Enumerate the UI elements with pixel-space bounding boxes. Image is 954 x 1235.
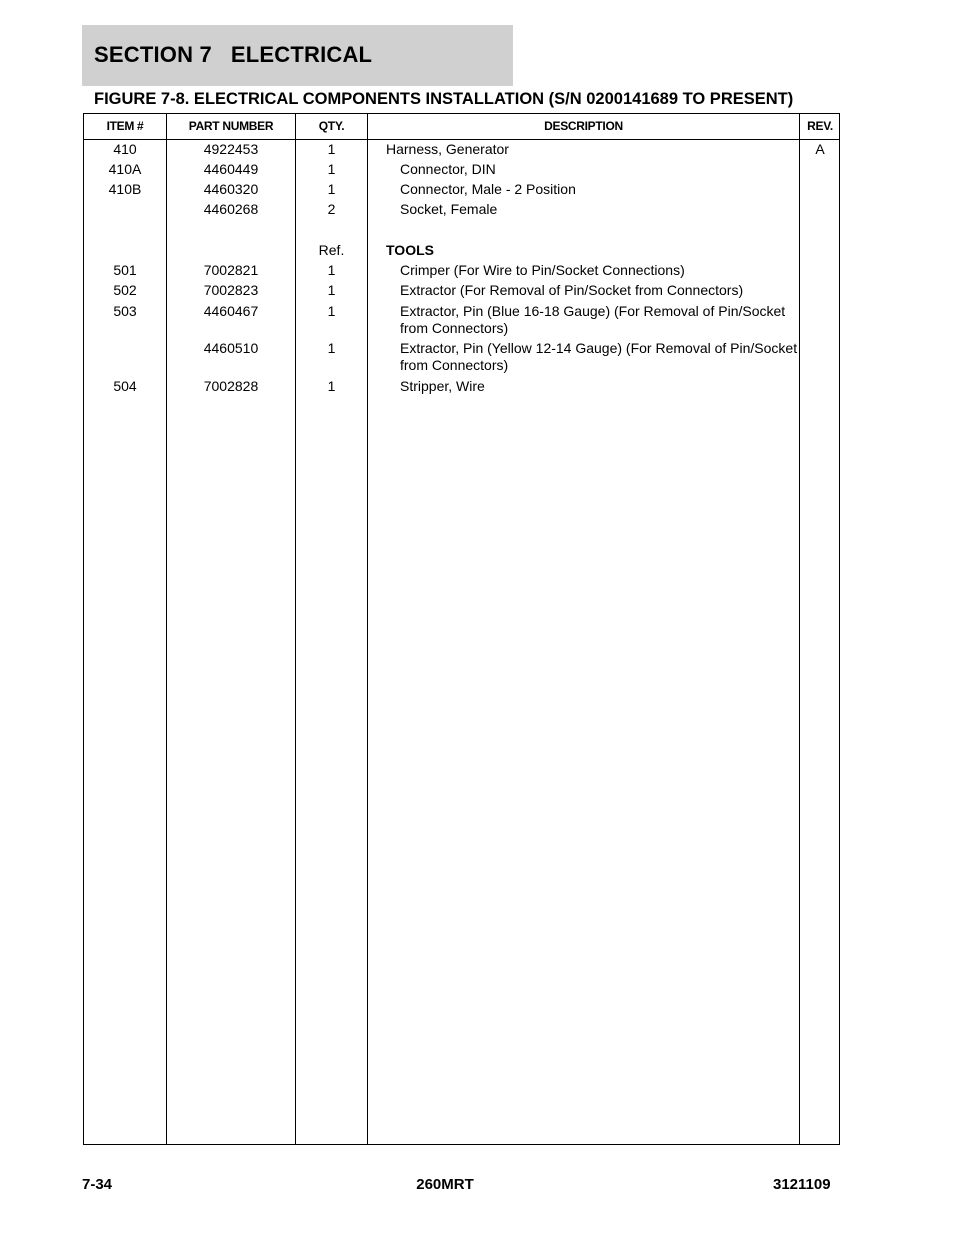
row-item-number: 502 [113, 282, 137, 298]
row-quantity: 1 [327, 161, 336, 177]
row-quantity: 1 [327, 262, 336, 278]
row-description: Connector, Male - 2 Position [400, 181, 576, 197]
row-item-number: 410B [108, 181, 142, 197]
row-description: Extractor, Pin (Blue 16-18 Gauge) (For Removal of Pin/Socket from Connectors) [400, 303, 786, 336]
figure-title: FIGURE 7-8. ELECTRICAL COMPONENTS INSTALLATION (S/N 0200141689 TO PRESENT) [94, 90, 794, 108]
row-description: Crimper (For Wire to Pin/Socket Connections) [400, 262, 685, 278]
parts-table [83, 113, 840, 1145]
row-part-number: 4460268 [203, 201, 259, 217]
row-description: TOOLS [386, 242, 434, 258]
document-number: 3121109 [773, 1176, 831, 1193]
row-revision: A [815, 141, 825, 157]
row-description: Extractor, Pin (Yellow 12-14 Gauge) (For Removal of Pin/Socket from Connectors) [400, 340, 798, 373]
header-qty: QTY. [318, 119, 345, 133]
header-item: ITEM # [106, 119, 144, 133]
page-number: 7-34 [82, 1176, 113, 1193]
header-description: DESCRIPTION [544, 119, 623, 133]
column-divider [367, 114, 368, 1144]
row-quantity: 1 [327, 141, 336, 157]
header-rev: REV. [807, 119, 833, 133]
row-description: Connector, DIN [400, 161, 496, 177]
row-description: Extractor (For Removal of Pin/Socket from Connectors) [400, 282, 744, 298]
row-description: Socket, Female [400, 201, 498, 217]
row-quantity: Ref. [318, 242, 345, 258]
row-item-number: 410A [108, 161, 142, 177]
row-quantity: 1 [327, 340, 336, 356]
header-divider [84, 139, 839, 140]
row-description: Harness, Generator [386, 141, 509, 157]
row-item-number: 503 [113, 303, 137, 319]
row-part-number: 4922453 [203, 141, 259, 157]
row-quantity: 1 [327, 378, 336, 394]
row-quantity: 1 [327, 303, 336, 319]
row-quantity: 1 [327, 181, 336, 197]
row-part-number: 7002828 [203, 378, 259, 394]
row-part-number: 4460510 [203, 340, 259, 356]
section-title: SECTION 7 ELECTRICAL [94, 42, 373, 67]
model-name: 260MRT [416, 1176, 474, 1193]
row-description: Stripper, Wire [400, 378, 485, 394]
row-part-number: 4460449 [203, 161, 259, 177]
row-item-number: 501 [113, 262, 137, 278]
row-part-number: 4460320 [203, 181, 259, 197]
row-quantity: 2 [327, 201, 336, 217]
row-part-number: 7002823 [203, 282, 259, 298]
row-quantity: 1 [327, 282, 336, 298]
row-part-number: 7002821 [203, 262, 259, 278]
row-item-number: 504 [113, 378, 137, 394]
row-part-number: 4460467 [203, 303, 259, 319]
section-banner [82, 25, 513, 86]
row-item-number: 410 [113, 141, 137, 157]
header-part-number: PART NUMBER [188, 119, 274, 133]
column-divider [799, 114, 800, 1144]
